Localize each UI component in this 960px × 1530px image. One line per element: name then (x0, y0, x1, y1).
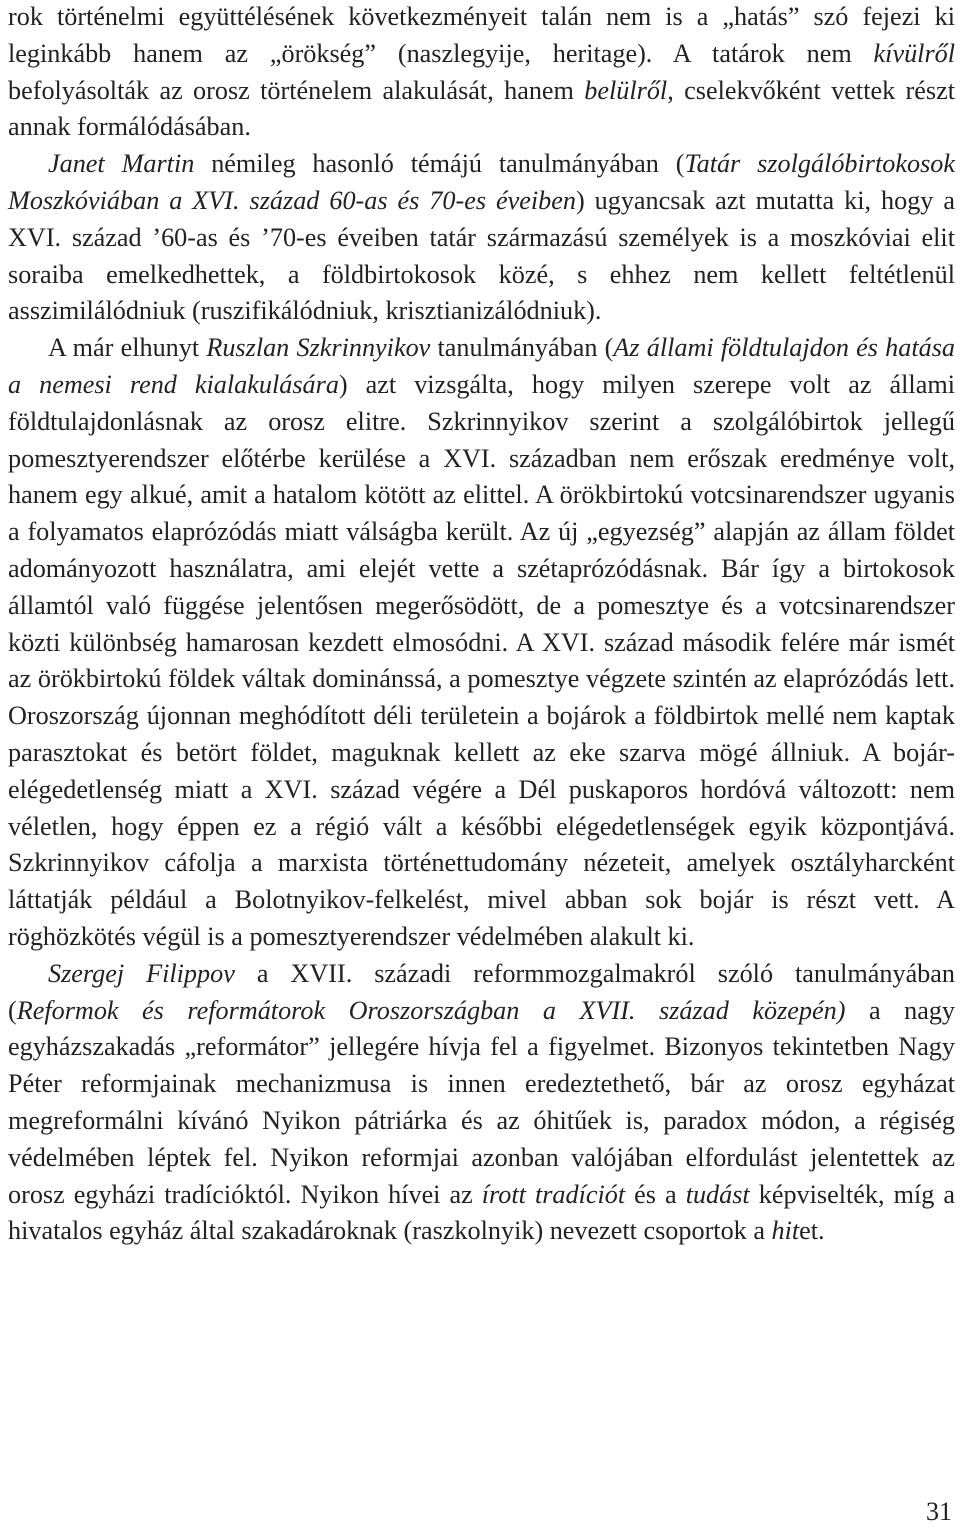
text-run: , cselekvőként vettek részt annak formálódásában. (8, 75, 955, 142)
italic-text: hit (771, 1216, 800, 1246)
italic-text: Ruszlan Szkrinnyikov (206, 333, 431, 363)
page-number: 31 (926, 1497, 952, 1526)
text-run: rok történelmi együttélésének következményeit talán nem is a „hatás” szó fejezi ki leginkább hanem az „örökség” (naszlegyije, heritage). A tatárok nem (8, 2, 955, 68)
text-run: a XVII. századi reformmozgalmakról szóló tanulmányában ( (8, 958, 955, 1025)
paragraph (8, 146, 955, 330)
italic-text: tudást (685, 1179, 750, 1209)
text-run: a nagy egyházszakadás „reformátor” jellegére hívja fel a figyelmet. Bizonyos tekintetben Nagy Péter reformjainak mechanizmusa is innen eredeztethető, bár az orosz egyházat megreformálni kívánó Nyikon pátriárka és az óhitűek is, paradox módon, a régiség védelmében léptek fel. Nyikon reformjai azonban valójában elfordulást jelentettek az orosz egyházi tradícióktól. Nyikon hívei az (8, 995, 956, 1209)
text-run: némileg hasonló témájú tanulmányában ( (194, 149, 685, 179)
italic-text: írott tradíciót (481, 1179, 626, 1209)
text-run: A már elhunyt (48, 333, 207, 363)
paragraph (8, 0, 955, 146)
italic-text: Az állami földtulajdon és hatása a nemesi rend kialakulására (8, 333, 955, 399)
italic-text: Janet Martin (48, 149, 195, 179)
italic-text: Szergej Filippov (48, 958, 235, 988)
text-run: és a (625, 1179, 686, 1209)
text-run: képviselték, míg a hivatalos egyház által szakadároknak (raszkolnyik) nevezett csoportok a (8, 1179, 955, 1246)
italic-text: belülről (584, 75, 668, 105)
text-run: ) ugyancsak azt mutatta ki, hogy a XVI. század ’60-as és ’70-es éveiben tatár származású személyek is a moszkóviai elit soraiba emelkedhettek, a földbirtokosok közé, s ehhez nem kellett feltétlenül asszimilálódniuk (ruszifikálódniuk, krisztianizálódniuk). (8, 185, 955, 326)
italic-text: Tatár szolgálóbirtokosok Moszkóviában a XVI. század 60-as és 70-es éveiben (8, 149, 955, 215)
text-run: tanulmányában ( (430, 333, 614, 363)
page-body (8, 0, 955, 1250)
paragraph (8, 956, 955, 1250)
paragraph (8, 330, 955, 956)
text-run: ) azt vizsgálta, hogy milyen szerepe volt az állami földtulajdonlásnak az orosz elitre. Szkrinnyikov szerint a szolgálóbirtok jellegű pomesztyerendszer előtérbe kerülése a XVI. században nem erőszak eredménye volt, hanem egy alkué, amit a hatalom kötött az elittel. A örökbirtokú votcsinarendszer ugyanis a folyamatos elaprózódás miatt válságba került. Az új „egyezség” alapján az állam földet adományozott használatra, ami elejét vette a szétaprózódásnak. Bár így a birtokosok államtól való függése jelentősen megerősödött, de a pomesztye és a votcsinarendszer közti különbség hamarosan kezdett elmosódni. A XVI. század második felére már ismét az örökbirtokú földek váltak dominánssá, a pomesztye végzete szintén az elaprózódás lett. Oroszország újonnan meghódított déli területein a bojárok a földbirtok mellé nem kaptak parasztokat és betört földet, maguknak kellett az eke szarva mögé állniuk. A bojár-elégedetlenség miatt a XVI. század végére a Dél puskaporos hordóvá változott: nem véletlen, hogy éppen ez a régió vált a későbbi elégedetlenségek egyik központjává. Szkrinnyikov cáfolja a marxista történettudomány nézeteit, amelyek osztályharcként láttatják például a Bolotnyikov-felkelést, mivel abban sok bojár is részt vett. A röghözkötés végül is a pomesztyerendszer védelmében alakult ki. (8, 369, 955, 951)
italic-text: kívülről (873, 38, 955, 68)
text-run: befolyásolták az orosz történelem alakulását, hanem (8, 75, 585, 105)
italic-text: Reformok és reformátorok Oroszországban a XVII. század közepén) (16, 995, 846, 1025)
text-run: et. (799, 1216, 825, 1246)
